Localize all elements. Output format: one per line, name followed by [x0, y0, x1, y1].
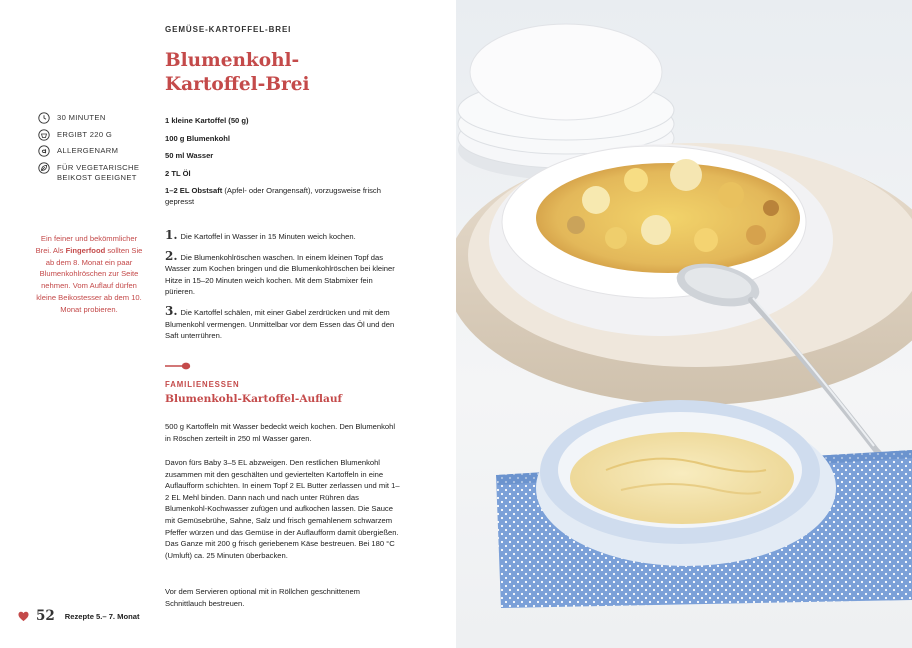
meta-time	[38, 113, 158, 124]
family-paragraph-3: Vor dem Servieren optional mit in Röllchen geschnittenem Schnittlauch bestreuen.	[165, 587, 361, 608]
recipe-title	[165, 49, 425, 97]
meta-allergen	[38, 146, 158, 157]
family-recipe-title: Blumenkohl-Kartoffel-Auflauf	[165, 393, 343, 405]
heart-icon	[18, 611, 29, 622]
family-label: FAMILIENESSEN	[165, 380, 240, 389]
step-text: Die Kartoffel in Wasser in 15 Minuten weich kochen.	[180, 232, 356, 241]
section-label: GEMÜSE-KARTOFFEL-BREI	[165, 25, 292, 34]
allergen-icon	[38, 145, 50, 157]
step-item	[165, 303, 400, 342]
ingredient-item: 100 g Blumenkohl	[165, 133, 230, 143]
ingredient-item: 50 ml Wasser	[165, 151, 214, 160]
recipe-title-line1: Blumenkohl-	[165, 50, 300, 71]
spoon-divider-icon	[165, 361, 191, 371]
food-photo-illustration	[456, 0, 912, 648]
step-text: Die Kartoffel schälen, mit einer Gabel zerdrücken und mit dem Blumenkohl vermengen. Unmittelbar vor dem Essen das Öl und den Saft unterrühren.	[165, 307, 395, 341]
meta-allergen-text: ALLERGENARM	[57, 146, 119, 155]
ingredient-item: 1–2 EL Obstsaft (Apfel- oder Orangensaft), vorzugsweise frisch gepresst	[165, 186, 381, 206]
leaf-icon	[38, 162, 50, 174]
meta-vegetarian-text: FÜR VEGETARISCHE BEIKOST GEEIGNET	[57, 162, 140, 182]
gratin-dish	[489, 144, 833, 336]
family-paragraph-1: 500 g Kartoffeln mit Wasser bedeckt weich kochen. Den Blumenkohl in Röschen zerteilt in 250 ml Wasser garen.	[165, 422, 396, 443]
meta-time-text: 30 MINUTEN	[57, 113, 106, 122]
step-number: 1.	[165, 228, 178, 242]
sidenote-tip: Ein feiner und bekömmlicher Brei. Als Fingerfood sollten Sie ab dem 8. Monat ein paar Blumenkohlröschen zur Seite nehmen. Vom Auflauf dürfen kleine Beikostesser ab dem 10. Monat probieren.	[35, 234, 143, 314]
meta-vegetarian	[38, 163, 158, 183]
family-paragraph-2: Davon fürs Baby 3–5 EL abzweigen. Den restlichen Blumenkohl zusammen mit den geschälten und geviertelten Kartoffeln in eine Auflaufform schichten. In einem Topf 2 EL Butter zerlassen und mit 1–2 EL Mehl binden. Dann nach und nach unter Rühren das Blumenkohl-Kochwasser zufügen und aufkochen lassen. Die Sauce mit Gemüsebrühe, Sahne, Salz und frisch gemahlenem schwarzem Pfeffer würzen und das Gemüse in der Auflaufform damit übergießen. Das Ganze mit 200 g frisch geriebenem Käse bestreuen. Bei 180 °C (Umluft) ca. 25 Minuten überbacken.	[165, 458, 400, 560]
page-number: 52	[36, 608, 55, 624]
step-item	[165, 248, 400, 298]
scale-icon	[38, 129, 50, 141]
step-number: 2.	[165, 248, 178, 263]
clock-icon	[38, 112, 50, 124]
recipe-title-line2: Kartoffel-Brei	[165, 74, 310, 95]
ingredient-item: 2 TL Öl	[165, 168, 191, 178]
step-item	[165, 230, 400, 243]
ingredient-list	[165, 115, 395, 214]
footer-chapter: Rezepte 5.– 7. Monat	[64, 611, 140, 621]
meta-yield-text: ERGIBT 220 G	[57, 129, 113, 139]
preparation-steps	[165, 230, 400, 350]
meta-yield	[38, 130, 158, 141]
step-number: 3.	[165, 303, 178, 318]
ingredient-item: 1 kleine Kartoffel (50 g)	[165, 116, 249, 125]
recipe-meta	[38, 113, 158, 188]
recipe-photo	[456, 0, 912, 648]
page-footer	[18, 608, 140, 624]
step-text: Die Blumenkohlröschen waschen. In einem kleinen Topf das Wasser zum Kochen bringen und die Blumenkohlröschen bei kleiner Hitze in 15–20 Minuten weich kochen. Mit dem Stabmixer fein pürieren.	[165, 252, 395, 297]
